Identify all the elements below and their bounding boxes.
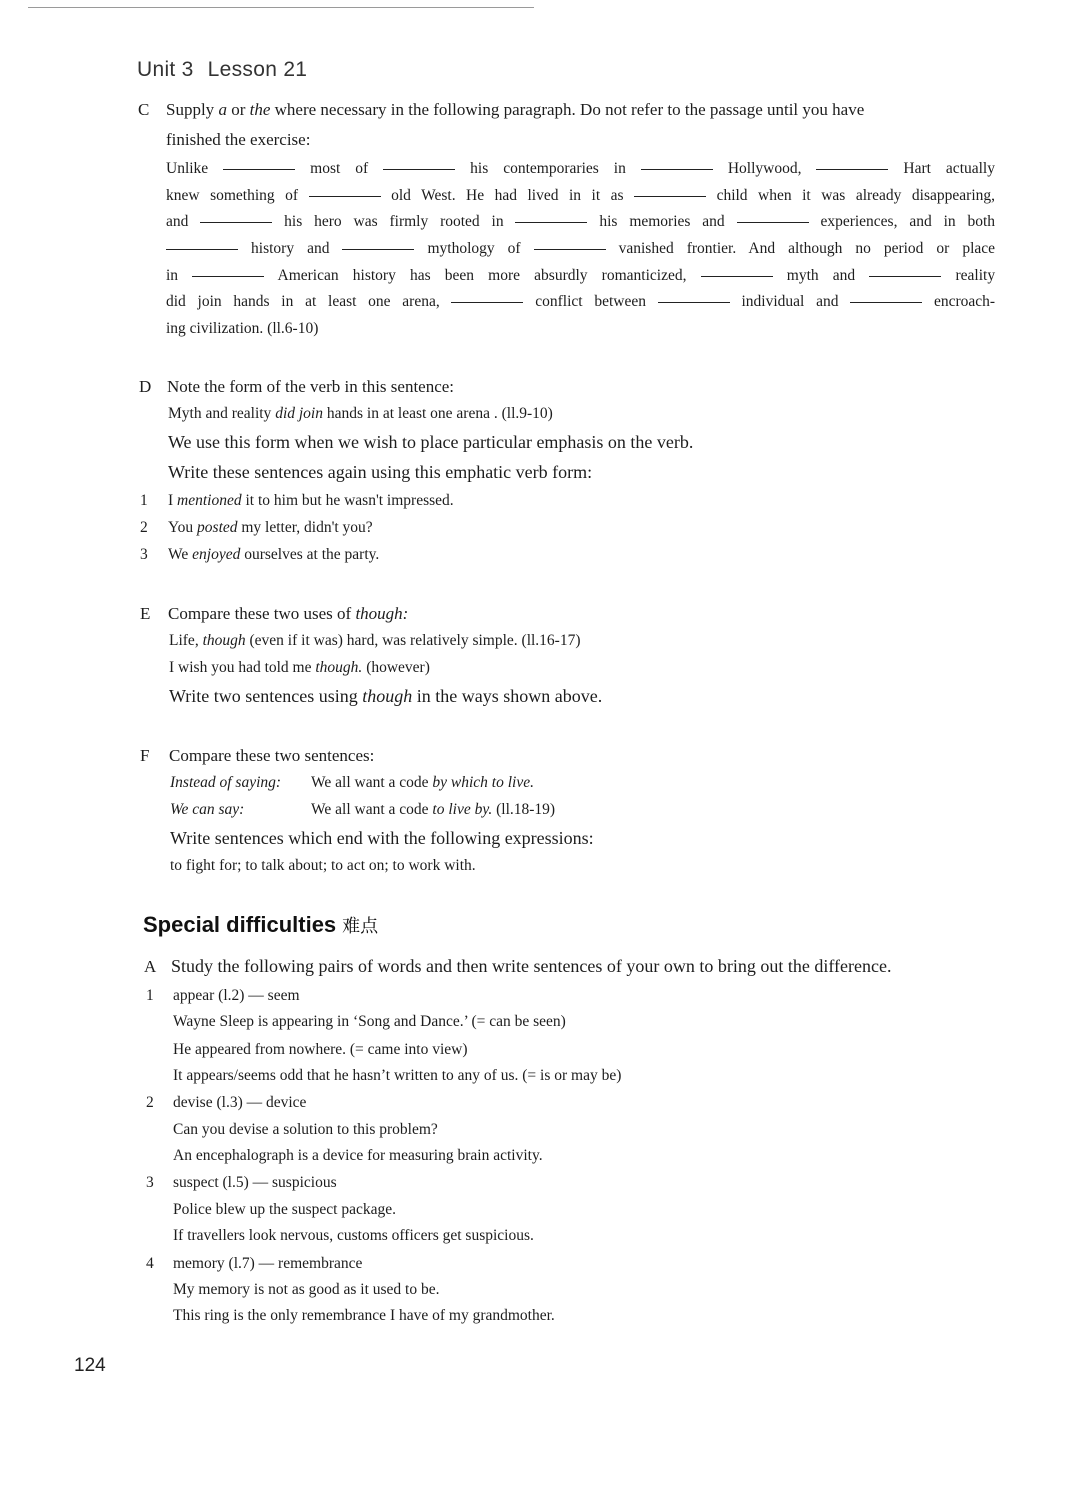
cloze-line bbox=[166, 240, 995, 258]
cloze-text: in bbox=[166, 267, 179, 284]
cloze-text: vanished frontier. And although no period or place bbox=[618, 240, 996, 257]
unit-label: Unit 3 bbox=[137, 58, 194, 81]
cloze-text: history and bbox=[251, 240, 330, 257]
lesson-label: Lesson 21 bbox=[207, 58, 308, 81]
exercise-letter: D bbox=[139, 377, 152, 396]
cloze-line bbox=[166, 267, 995, 285]
answer-blank[interactable] bbox=[634, 195, 706, 197]
answer-blank[interactable] bbox=[166, 248, 238, 250]
cloze-text: reality bbox=[955, 267, 996, 284]
answer-blank[interactable] bbox=[192, 275, 264, 277]
example-sentence: We all want a code to live by. (ll.18-19) bbox=[311, 801, 556, 818]
cloze-line bbox=[166, 293, 995, 311]
answer-blank[interactable] bbox=[451, 301, 523, 303]
task-text: Write two sentences using though in the ways shown above. bbox=[169, 686, 603, 706]
example-sentence: Wayne Sleep is appearing in ‘Song and Dance.’ (= can be seen) bbox=[173, 1013, 566, 1030]
example-sentence: I wish you had told me though. (however) bbox=[169, 659, 430, 676]
word-pair-heading: appear (l.2) — seem bbox=[173, 987, 300, 1004]
cloze-text: conflict between bbox=[535, 293, 646, 310]
task-text: Write sentences which end with the following expressions: bbox=[170, 828, 594, 848]
cloze-text: experiences, and in both bbox=[820, 213, 996, 230]
exercise-item: I mentioned it to him but he wasn't impressed. bbox=[168, 492, 454, 509]
cloze-text: most of bbox=[310, 160, 369, 177]
example-label: Instead of saying: bbox=[170, 774, 282, 791]
cloze-text: did join hands in at least one arena, bbox=[166, 293, 440, 310]
word-pair-heading: suspect (l.5) — suspicious bbox=[173, 1174, 337, 1191]
word-pair-heading: devise (l.3) — device bbox=[173, 1094, 307, 1111]
answer-blank[interactable] bbox=[200, 221, 272, 223]
task-text: Write these sentences again using this emphatic verb form: bbox=[168, 462, 593, 482]
cloze-text: American history has been more absurdly romanticized, bbox=[277, 267, 687, 284]
example-sentence: Police blew up the suspect package. bbox=[173, 1201, 396, 1218]
page-number: 124 bbox=[74, 1355, 106, 1376]
example-sentence: Can you devise a solution to this problem? bbox=[173, 1121, 438, 1138]
cloze-text: Unlike bbox=[166, 160, 209, 177]
cloze-last-line: ing civilization. (ll.6-10) bbox=[166, 320, 319, 337]
cloze-text: encroach- bbox=[933, 293, 996, 310]
answer-blank[interactable] bbox=[869, 275, 941, 277]
exercise-letter: E bbox=[140, 604, 151, 623]
exercise-instruction-cont: finished the exercise: bbox=[166, 130, 311, 149]
exercise-instruction: Supply a or the where necessary in the following paragraph. Do not refer to the passage until you have bbox=[166, 100, 865, 119]
cloze-line bbox=[166, 187, 995, 205]
top-rule bbox=[28, 7, 534, 8]
example-sentence: Myth and reality did join hands in at least one arena . (ll.9-10) bbox=[168, 405, 553, 422]
item-number: 2 bbox=[140, 519, 148, 536]
exercise-letter: C bbox=[138, 100, 150, 119]
exercise-item: We enjoyed ourselves at the party. bbox=[168, 546, 380, 563]
answer-blank[interactable] bbox=[701, 275, 773, 277]
example-sentence: We all want a code by which to live. bbox=[311, 774, 534, 791]
cloze-text: his contemporaries in bbox=[470, 160, 626, 177]
item-number: 3 bbox=[140, 546, 148, 563]
exercise-letter: F bbox=[140, 746, 150, 765]
exercise-instruction: Compare these two uses of though: bbox=[168, 604, 409, 623]
item-number: 4 bbox=[146, 1255, 154, 1272]
exercise-instruction: Note the form of the verb in this sentence: bbox=[167, 377, 455, 396]
cloze-text: his memories and bbox=[599, 213, 725, 230]
example-sentence: My memory is not as good as it used to be. bbox=[173, 1281, 440, 1298]
example-sentence: Life, though (even if it was) hard, was relatively simple. (ll.16-17) bbox=[169, 632, 581, 649]
item-number: 2 bbox=[146, 1094, 154, 1111]
answer-blank[interactable] bbox=[816, 168, 888, 170]
cloze-text: child when it was already disappearing, bbox=[716, 187, 995, 204]
cloze-text: mythology of bbox=[427, 240, 521, 257]
answer-blank[interactable] bbox=[641, 168, 713, 170]
exercise-letter: A bbox=[144, 957, 157, 976]
example-sentence: If travellers look nervous, customs officers get suspicious. bbox=[173, 1227, 534, 1244]
example-sentence: This ring is the only remembrance I have of my grandmother. bbox=[173, 1307, 555, 1324]
answer-blank[interactable] bbox=[342, 248, 414, 250]
cloze-text: Hollywood, bbox=[727, 160, 802, 177]
item-number: 1 bbox=[140, 492, 148, 509]
answer-blank[interactable] bbox=[737, 221, 809, 223]
answer-blank[interactable] bbox=[223, 168, 295, 170]
cloze-line bbox=[166, 213, 995, 231]
cloze-text: and bbox=[166, 213, 189, 230]
answer-blank[interactable] bbox=[850, 301, 922, 303]
answer-blank[interactable] bbox=[309, 195, 381, 197]
cloze-line bbox=[166, 160, 995, 178]
cloze-text: Hart actually bbox=[903, 160, 995, 177]
cloze-text: knew something of bbox=[166, 187, 299, 204]
answer-blank[interactable] bbox=[534, 248, 606, 250]
explanation-text: We use this form when we wish to place particular emphasis on the verb. bbox=[168, 432, 694, 452]
exercise-instruction: Study the following pairs of words and then write sentences of your own to bring out the difference. bbox=[171, 956, 892, 976]
answer-blank[interactable] bbox=[515, 221, 587, 223]
exercise-instruction: Compare these two sentences: bbox=[169, 746, 375, 765]
section-title-cn: 难点 bbox=[342, 916, 379, 937]
page-header bbox=[137, 58, 307, 82]
section-title: Special difficulties 难点 bbox=[143, 912, 379, 937]
example-sentence: It appears/seems odd that he hasn’t written to any of us. (= is or may be) bbox=[173, 1067, 622, 1084]
example-label: We can say: bbox=[170, 801, 245, 818]
example-sentence: He appeared from nowhere. (= came into view) bbox=[173, 1041, 468, 1058]
answer-blank[interactable] bbox=[658, 301, 730, 303]
answer-blank[interactable] bbox=[383, 168, 455, 170]
word-pair-heading: memory (l.7) — remembrance bbox=[173, 1255, 363, 1272]
example-sentence: An encephalograph is a device for measuring brain activity. bbox=[173, 1147, 543, 1164]
expression-list: to fight for; to talk about; to act on; to work with. bbox=[170, 857, 476, 874]
item-number: 3 bbox=[146, 1174, 154, 1191]
item-number: 1 bbox=[146, 987, 154, 1004]
cloze-text: his hero was firmly rooted in bbox=[284, 213, 504, 230]
exercise-item: You posted my letter, didn't you? bbox=[168, 519, 373, 536]
cloze-text: old West. He had lived in it as bbox=[391, 187, 624, 204]
cloze-text: individual and bbox=[741, 293, 839, 310]
cloze-text: myth and bbox=[786, 267, 856, 284]
